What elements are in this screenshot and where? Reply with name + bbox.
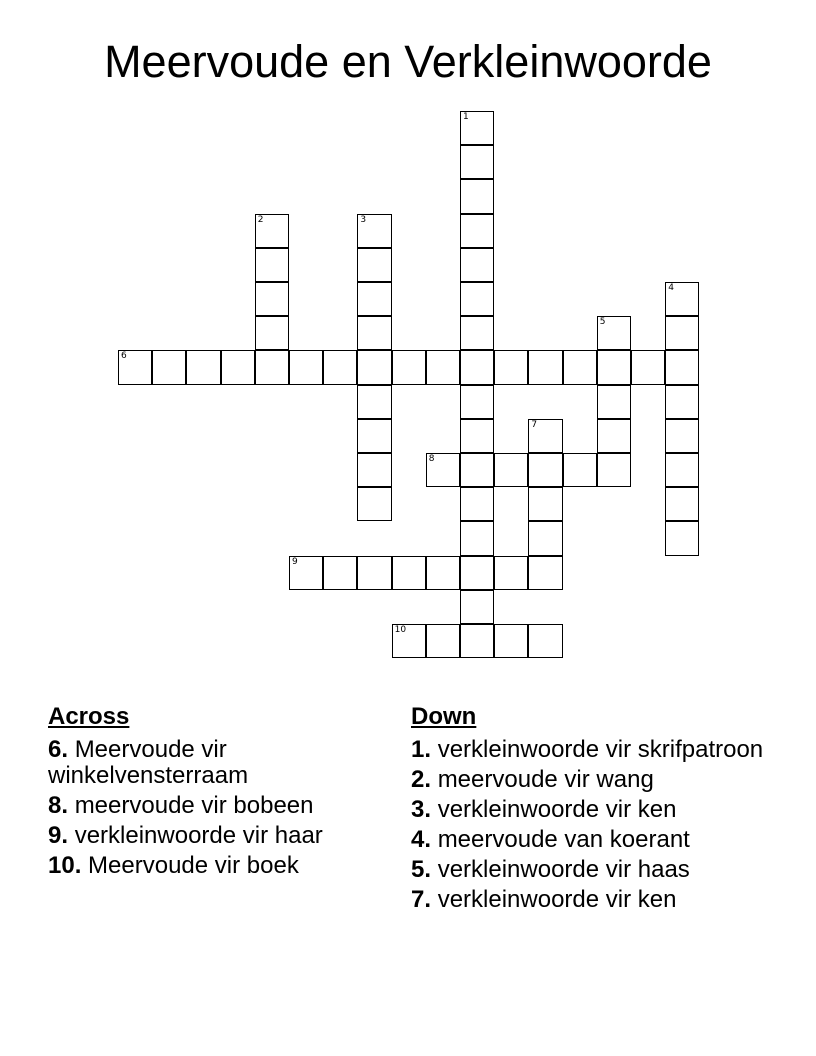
clue-across-10: 10. Meervoude vir boek (48, 852, 299, 879)
clue-down-2: 2. meervoude vir wang (411, 766, 654, 793)
grid-cell[interactable] (255, 350, 289, 384)
grid-cell[interactable] (392, 350, 426, 384)
grid-cell[interactable] (255, 316, 289, 350)
grid-cell[interactable] (323, 556, 357, 590)
grid-cell[interactable] (289, 350, 323, 384)
clue-down-4: 4. meervoude van koerant (411, 826, 690, 853)
down-heading: Down (411, 703, 477, 730)
grid-cell[interactable] (460, 419, 494, 453)
grid-cell[interactable] (665, 385, 699, 419)
grid-cell[interactable] (665, 453, 699, 487)
grid-cell[interactable] (460, 590, 494, 624)
clue-down-1: 1. verkleinwoorde vir skrifpatroon (411, 736, 764, 763)
grid-cell[interactable] (357, 248, 391, 282)
grid-cell[interactable] (118, 350, 152, 384)
clue-number: 6 (121, 351, 127, 362)
grid-cell[interactable] (665, 487, 699, 521)
grid-cell[interactable] (460, 179, 494, 213)
grid-cell[interactable] (528, 350, 562, 384)
grid-cell[interactable] (357, 350, 391, 384)
grid-cell[interactable] (528, 521, 562, 555)
grid-cell[interactable] (665, 419, 699, 453)
clue-number: 7 (531, 419, 538, 430)
grid-cell[interactable] (665, 521, 699, 555)
grid-cell[interactable] (255, 214, 289, 248)
clue-across-8: 8. meervoude vir bobeen (48, 792, 314, 819)
grid-cell[interactable] (460, 248, 494, 282)
clue-number: 5 (599, 317, 606, 328)
grid-cell[interactable] (186, 350, 220, 384)
grid-cell[interactable] (357, 453, 391, 487)
grid-cell[interactable] (392, 556, 426, 590)
puzzle-title: Meervoude en Verkleinwoorde (104, 36, 712, 87)
grid-cell[interactable] (460, 521, 494, 555)
grid-cell[interactable] (597, 385, 631, 419)
grid-cell[interactable] (460, 282, 494, 316)
grid-cell[interactable] (460, 145, 494, 179)
grid-cell[interactable] (357, 385, 391, 419)
grid-cell[interactable] (665, 316, 699, 350)
grid-cell[interactable] (665, 282, 699, 316)
grid-cell[interactable] (392, 624, 426, 658)
grid-cell[interactable] (460, 487, 494, 521)
clue-number: 3 (360, 214, 367, 225)
grid-cell[interactable] (357, 487, 391, 521)
grid-cell[interactable] (460, 350, 494, 384)
grid-cell[interactable] (563, 350, 597, 384)
grid-cell[interactable] (426, 453, 460, 487)
grid-cell[interactable] (460, 624, 494, 658)
grid-cell[interactable] (597, 350, 631, 384)
grid-cell[interactable] (426, 624, 460, 658)
across-clues (48, 702, 388, 883)
grid-cell[interactable] (460, 316, 494, 350)
clue-number: 1 (463, 112, 469, 122)
grid-cell[interactable] (528, 556, 562, 590)
grid-cell[interactable] (357, 316, 391, 350)
clue-number: 10 (394, 625, 407, 635)
grid-cell[interactable] (494, 350, 528, 384)
grid-cell[interactable] (460, 556, 494, 590)
grid-cell[interactable] (357, 214, 391, 248)
grid-cell[interactable] (563, 453, 597, 487)
clue-number: 4 (668, 283, 674, 293)
clue-number: 9 (292, 556, 298, 567)
down-clues (411, 702, 771, 917)
grid-cell[interactable] (597, 453, 631, 487)
grid-cell[interactable] (255, 282, 289, 316)
grid-cell[interactable] (528, 453, 562, 487)
grid-cell[interactable] (357, 556, 391, 590)
across-heading: Across (48, 703, 130, 730)
clue-number: 2 (257, 214, 264, 225)
grid-cell[interactable] (460, 111, 494, 145)
grid-cell[interactable] (528, 487, 562, 521)
grid-cell[interactable] (597, 316, 631, 350)
clue-down-7: 7. verkleinwoorde vir ken (411, 886, 677, 913)
grid-cell[interactable] (289, 556, 323, 590)
grid-cell[interactable] (357, 282, 391, 316)
clue-across-6: 6. Meervoude vir winkelvensterraam (48, 736, 249, 789)
grid-cell[interactable] (494, 624, 528, 658)
grid-cell[interactable] (631, 350, 665, 384)
grid-cell[interactable] (255, 248, 289, 282)
grid-cell[interactable] (323, 350, 357, 384)
grid-cell[interactable] (494, 453, 528, 487)
grid-cell[interactable] (460, 385, 494, 419)
grid-cell[interactable] (597, 419, 631, 453)
grid-cell[interactable] (528, 624, 562, 658)
grid-cell[interactable] (426, 350, 460, 384)
clue-down-3: 3. verkleinwoorde vir ken (411, 796, 677, 823)
grid-cell[interactable] (426, 556, 460, 590)
clue-number: 8 (428, 454, 435, 464)
clue-down-5: 5. verkleinwoorde vir haas (411, 856, 690, 883)
grid-cell[interactable] (152, 350, 186, 384)
grid-cell[interactable] (528, 419, 562, 453)
grid-cell[interactable] (221, 350, 255, 384)
grid-cell[interactable] (665, 350, 699, 384)
clue-across-9: 9. verkleinwoorde vir haar (48, 822, 323, 849)
grid-cell[interactable] (460, 214, 494, 248)
grid-cell[interactable] (494, 556, 528, 590)
grid-cell[interactable] (460, 453, 494, 487)
grid-cell[interactable] (357, 419, 391, 453)
